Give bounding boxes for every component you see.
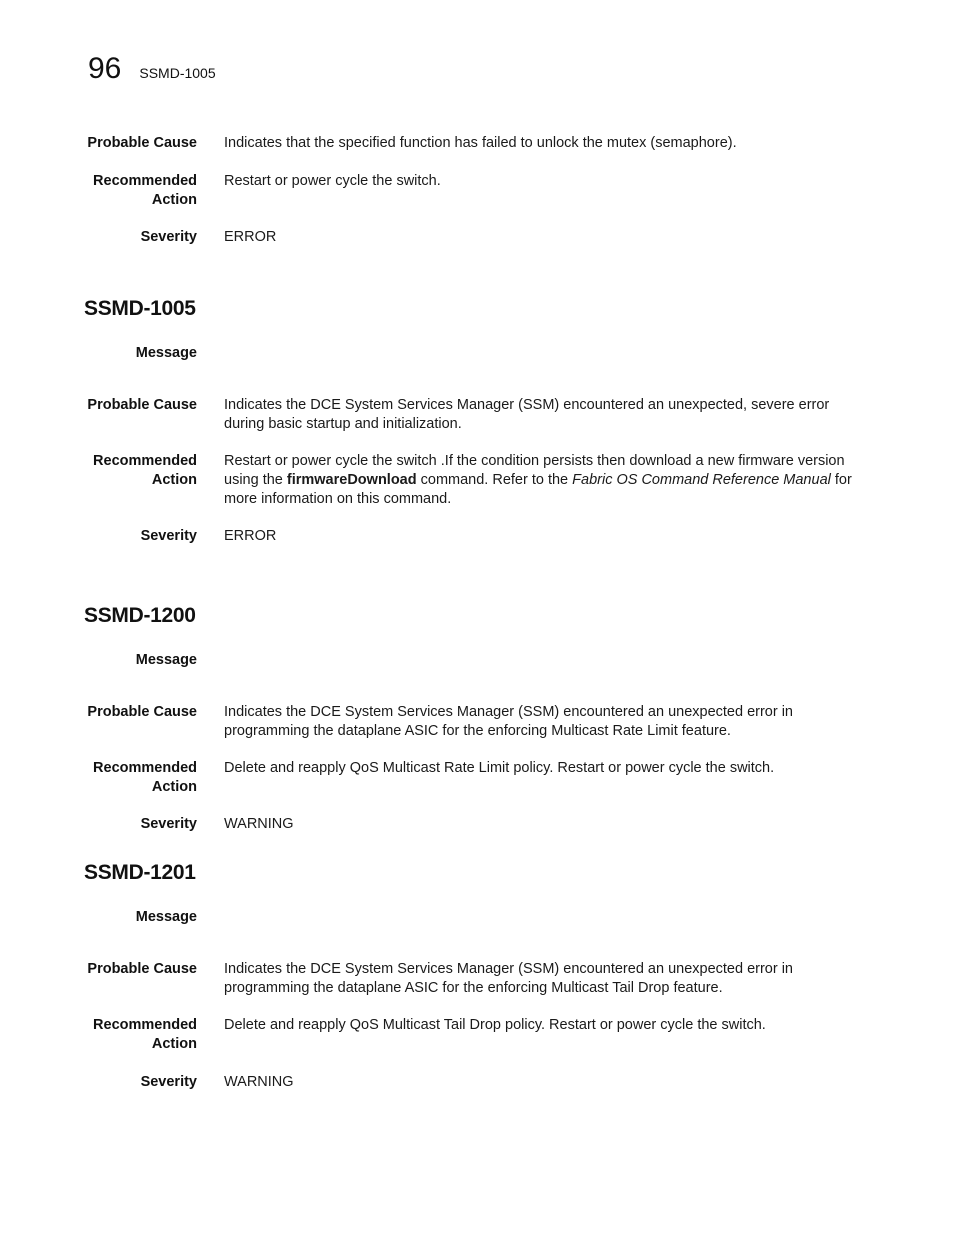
- severity-row-1200: [0, 815, 954, 834]
- manual-reference: Fabric OS Command Reference Manual: [572, 472, 831, 488]
- running-head: SSMD-1005: [139, 65, 216, 81]
- severity-label: Severity: [140, 1074, 197, 1090]
- probable-cause-row: [0, 134, 954, 153]
- severity-row-1005: [0, 527, 954, 546]
- entry-continued-action: [0, 172, 954, 208]
- probable-cause-row-1200: [0, 703, 954, 741]
- probable-cause-label: Probable Cause: [87, 135, 197, 151]
- recommended-action-label: Recommended Action: [93, 760, 197, 795]
- probable-cause-text: Indicates the DCE System Services Manager (SSM) encountered an unexpected, severe error during basic startup and initialization.: [224, 397, 830, 432]
- probable-cause-text: Indicates the DCE System Services Manager (SSM) encountered an unexpected error in programming the dataplane ASIC for the enforcing Multicast Rate Limit feature.: [224, 704, 793, 739]
- recommended-action-label: Recommended Action: [93, 173, 197, 208]
- section-title-ssmd-1201: SSMD-1201: [84, 861, 196, 884]
- message-label: Message: [135, 345, 197, 361]
- severity-label: Severity: [140, 229, 197, 245]
- recommended-action-row-1005: [0, 452, 954, 509]
- message-label: Message: [135, 652, 197, 668]
- section-title-ssmd-1005: SSMD-1005: [84, 297, 196, 320]
- severity-label: Severity: [140, 816, 197, 832]
- probable-cause-row-1201: [0, 960, 954, 998]
- recommended-action-label: Recommended Action: [93, 453, 197, 488]
- recommended-action-row: [0, 172, 954, 208]
- severity-row: [0, 228, 954, 247]
- command-name: firmwareDownload: [286, 472, 417, 488]
- severity-value: ERROR: [224, 229, 277, 245]
- recommended-action-label: Recommended Action: [93, 1017, 197, 1052]
- probable-cause-label: Probable Cause: [87, 704, 197, 720]
- probable-cause-text: Indicates that the specified function has failed to unlock the mutex (semaphore).: [224, 135, 737, 151]
- severity-value: WARNING: [224, 1074, 294, 1090]
- entry-continued: [0, 134, 954, 153]
- recommended-action-text: Delete and reapply QoS Multicast Tail Drop policy. Restart or power cycle the switch.: [224, 1017, 766, 1033]
- section-title-ssmd-1200: SSMD-1200: [84, 604, 196, 627]
- page-header: [88, 52, 216, 92]
- probable-cause-row-1005: [0, 396, 954, 434]
- probable-cause-text: Indicates the DCE System Services Manager (SSM) encountered an unexpected error in programming the dataplane ASIC for the enforcing Multicast Tail Drop feature.: [224, 961, 793, 996]
- probable-cause-label: Probable Cause: [87, 961, 197, 977]
- entry-continued-severity: [0, 228, 954, 247]
- page-number: 96: [88, 52, 122, 85]
- recommended-action-text: Restart or power cycle the switch .If the condition persists then download a new firmware version using the firmwareDownload command. Refer to the Fabric OS Command Reference Manual for more information on this command.: [224, 453, 852, 507]
- probable-cause-label: Probable Cause: [87, 397, 197, 413]
- recommended-action-text: Delete and reapply QoS Multicast Rate Limit policy. Restart or power cycle the switch.: [224, 760, 775, 776]
- severity-label: Severity: [140, 528, 197, 544]
- severity-value: WARNING: [224, 816, 294, 832]
- recommended-action-row-1201: [0, 1016, 954, 1052]
- recommended-action-row-1200: [0, 759, 954, 795]
- severity-value: ERROR: [224, 528, 277, 544]
- message-label: Message: [135, 909, 197, 925]
- recommended-action-text: Restart or power cycle the switch.: [224, 173, 441, 189]
- severity-row-1201: [0, 1073, 954, 1092]
